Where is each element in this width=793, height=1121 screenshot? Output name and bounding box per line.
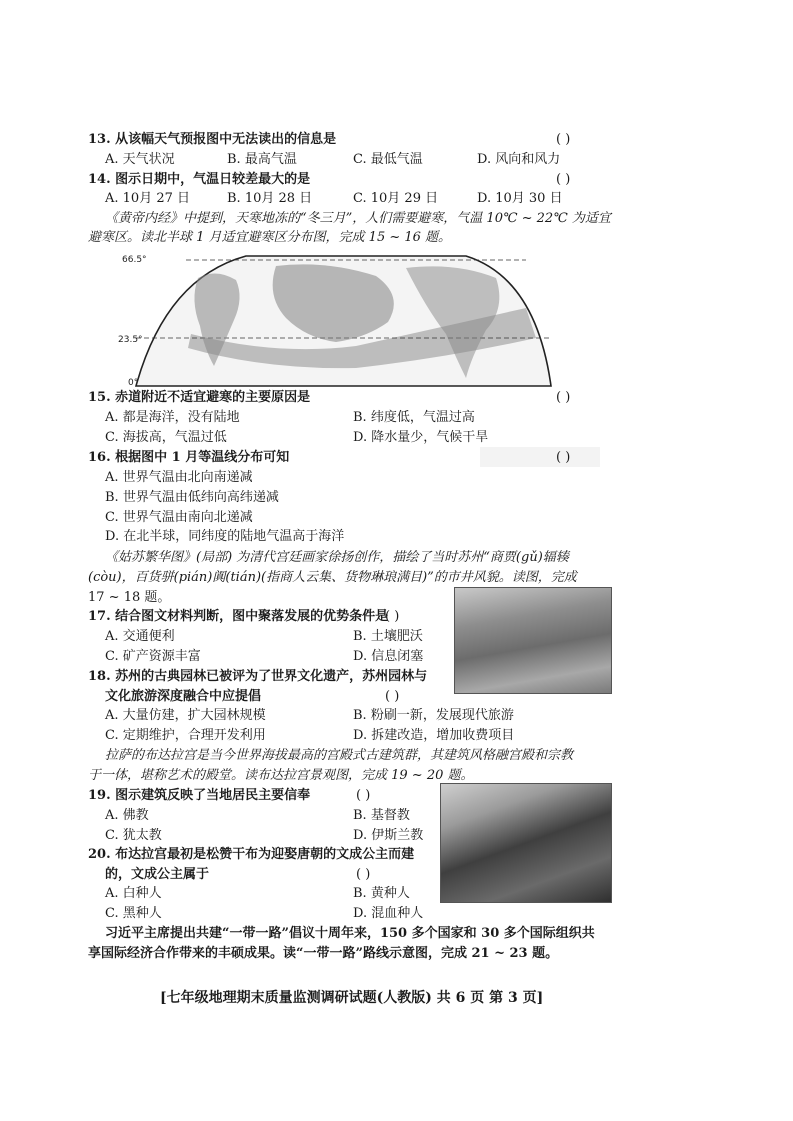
question-14-option-c: C. 10月 29 日 [353,191,439,206]
question-13-option-d: D. 风向和风力 [477,152,561,167]
question-19-option-d: D. 伊斯兰教 [353,828,424,843]
question-16-stem: 16. 根据图中 1 月等温线分布可知 [88,450,290,465]
lat-label-23: 23.5° [118,335,143,345]
question-20-stem-line-1: 20. 布达拉宫最初是松赞干布为迎娶唐朝的文成公主而建 [88,847,415,862]
question-18-stem-line-1: 18. 苏州的古典园林已被评为了世界文化遗产，苏州园林与 [88,669,428,684]
question-16-option-b: B. 世界气温由低纬向高纬递减 [105,490,279,505]
question-16-option-a: A. 世界气温由北向南递减 [105,470,253,485]
question-20-option-c: C. 黑种人 [105,906,162,921]
question-15-stem: 15. 赤道附近不适宜避寒的主要原因是 [88,390,311,405]
question-19-answer-blank: ( ) [356,788,371,803]
question-17-option-c: C. 矿产资源丰富 [105,649,201,664]
intro-19-line-2: 于一体，堪称艺术的殿堂。读布达拉宫景观图，完成 19 ~ 20 题。 [88,768,474,783]
question-19-stem: 19. 图示建筑反映了当地居民主要信奉 [88,788,311,803]
intro-21-line-2: 享国际经济合作带来的丰硕成果。读“一带一路”路线示意图，完成 21 ~ 23 题。 [88,946,559,961]
question-14-option-d: D. 10月 30 日 [477,191,563,206]
question-19-option-b: B. 基督教 [353,808,410,823]
question-17-stem: 17. 结合图文材料判断，图中聚落发展的优势条件是 [88,609,389,624]
question-15-option-b: B. 纬度低，气温过高 [353,410,475,425]
question-14-option-a: A. 10月 27 日 [105,191,191,206]
question-18-option-b: B. 粉刷一新，发展现代旅游 [353,708,514,723]
question-15-option-a: A. 都是海洋，没有陆地 [105,410,240,425]
question-20-option-a: A. 白种人 [105,886,162,901]
question-19-option-a: A. 佛教 [105,808,149,823]
question-13-answer-blank: ( ) [556,132,571,147]
intro-17-line-1: 《姑苏繁华图》(局部) 为清代宫廷画家徐扬创作，描绘了当时苏州“商贾(gǔ)辐辏 [105,550,569,565]
question-13-stem: 13. 从该幅天气预报图中无法读出的信息是 [88,132,337,147]
potala-palace-image [440,783,612,903]
question-17-option-a: A. 交通便利 [105,629,175,644]
lat-label-66: 66.5° [122,255,147,265]
question-17-option-d: D. 信息闭塞 [353,649,424,664]
question-18-option-d: D. 拆建改造，增加收费项目 [353,728,515,743]
question-16-option-c: C. 世界气温由南向北递减 [105,510,253,525]
question-15-option-d: D. 降水量少，气候干旱 [353,430,489,445]
question-14-answer-blank: ( ) [556,172,571,187]
question-18-option-c: C. 定期维护，合理开发利用 [105,728,266,743]
winter-resort-map [118,238,556,388]
intro-17-line-3: 17 ~ 18 题。 [88,590,171,605]
question-16-answer-blank: ( ) [556,450,571,465]
question-20-option-d: D. 混血种人 [353,906,424,921]
lat-label-0: 0° [128,378,139,388]
question-13-option-b: B. 最高气温 [227,152,297,167]
question-20-answer-blank: ( ) [356,867,371,882]
intro-21-line-1: 习近平主席提出共建“一带一路”倡议十周年来，150 多个国家和 30 多个国际组织共 [105,926,595,941]
question-14-stem: 14. 图示日期中，气温日较差最大的是 [88,172,311,187]
question-14-option-b: B. 10月 28 日 [227,191,313,206]
question-13-option-a: A. 天气状况 [105,152,175,167]
suzhou-painting-image [454,587,612,694]
question-18-stem-line-2: 文化旅游深度融合中应提倡 [105,689,262,704]
question-18-option-a: A. 大量仿建，扩大园林规模 [105,708,266,723]
question-19-option-c: C. 犹太教 [105,828,162,843]
question-13-option-c: C. 最低气温 [353,152,423,167]
scan-smudge [480,447,600,467]
question-20-option-b: B. 黄种人 [353,886,410,901]
intro-15-line-1: 《黄帝内经》中提到，天寒地冻的“冬三月”，人们需要避寒，气温 10℃ ~ 22℃ 为适宜 [105,211,611,226]
question-17-option-b: B. 土壤肥沃 [353,629,423,644]
question-17-answer-blank: ( ) [385,609,400,624]
intro-19-line-1: 拉萨的布达拉宫是当今世界海拔最高的宫殿式古建筑群，其建筑风格融宫殿和宗教 [105,748,574,763]
question-15-option-c: C. 海拔高，气温过低 [105,430,227,445]
page-footer: [七年级地理期末质量监测调研试题(人教版) 共 6 页 第 3 页] [160,990,544,1006]
intro-15-line-2: 避寒区。读北半球 1 月适宜避寒区分布图，完成 15 ~ 16 题。 [88,230,452,245]
intro-17-line-2: (còu)，百货骈(pián)阗(tián)(指商人云集、货物琳琅满目)”的市井风貌。读图，完成 [88,570,577,585]
question-15-answer-blank: ( ) [556,390,571,405]
question-18-answer-blank: ( ) [385,689,400,704]
question-20-stem-line-2: 的，文成公主属于 [105,867,210,882]
question-16-option-d: D. 在北半球，同纬度的陆地气温高于海洋 [105,529,345,544]
